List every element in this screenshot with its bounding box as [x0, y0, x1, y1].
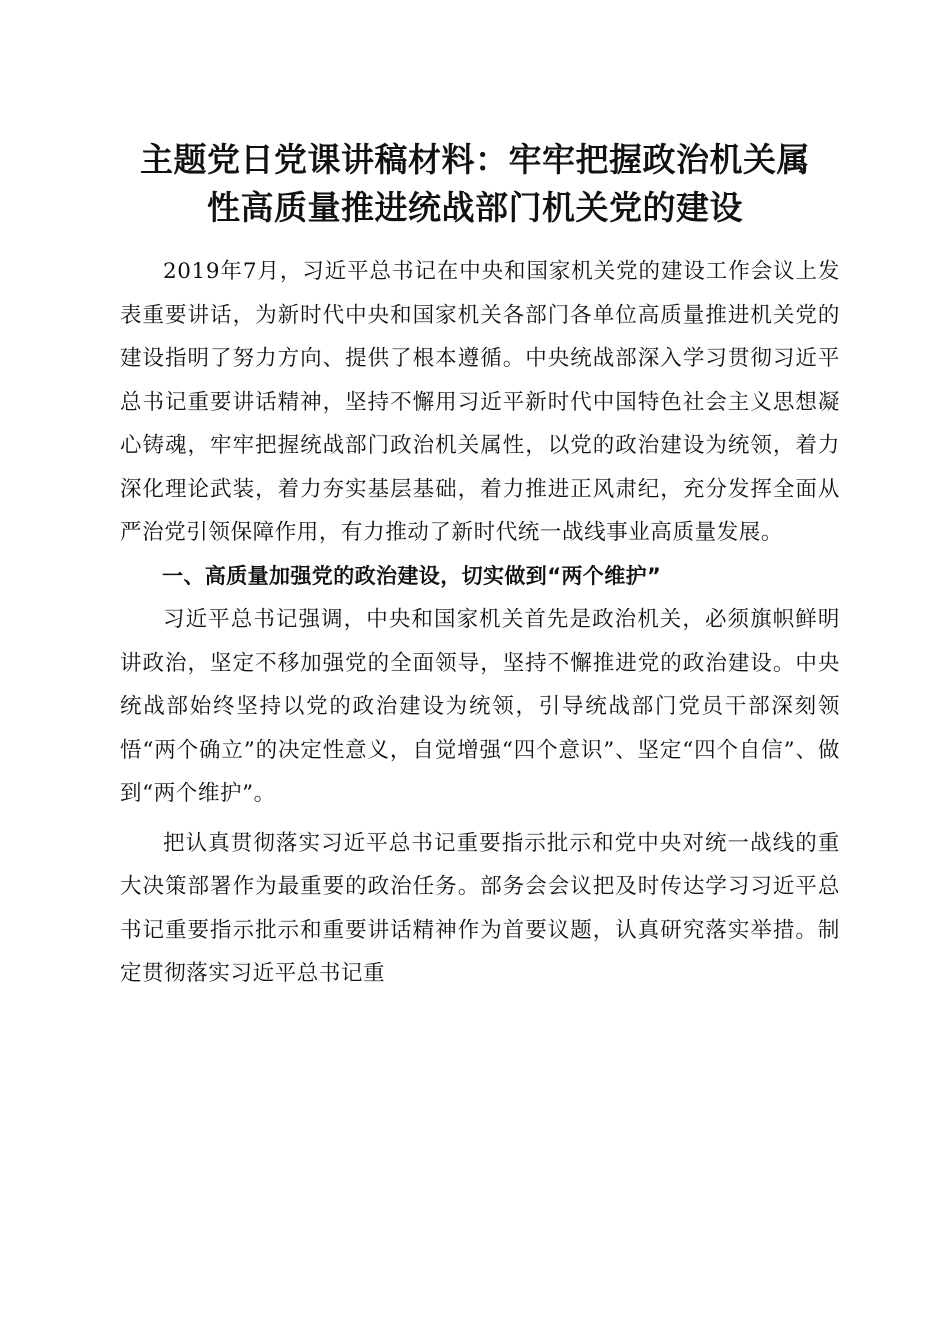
- document-body: [120, 250, 840, 996]
- intro-paragraph: 2019年7月，习近平总书记在中央和国家机关党的建设工作会议上发表重要讲话，为新时代中央和国家机关各部门各单位高质量推进机关党的建设指明了努力方向、提供了根本遵循。中央统战部深入学习贯彻习近平总书记重要讲话精神，坚持不懈用习近平新时代中国特色社会主义思想凝心铸魂，牢牢把握统战部门政治机关属性，以党的政治建设为统领，着力深化理论武装，着力夯实基层基础，着力推进正风肃纪，充分发挥全面从严治党引领保障作用，有力推动了新时代统一战线事业高质量发展。: [120, 259, 840, 545]
- title-line-1: 主题党日党课讲稿材料：牢牢把握政治机关属: [140, 140, 810, 179]
- document-title: [60, 136, 890, 232]
- section-1-heading: 一、高质量加强党的政治建设，切实做到“两个维护”: [162, 563, 662, 588]
- section-1-paragraph-1: 习近平总书记强调，中央和国家机关首先是政治机关，必须旗帜鲜明讲政治，坚定不移加强党的全面领导，坚持不懈推进党的政治建设。中央统战部始终坚持以党的政治建设为统领，引导统战部门党员干部深刻领悟“两个确立”的决定性意义，自觉增强“四个意识”、坚定“四个自信”、做到“两个维护”。: [120, 607, 840, 806]
- title-line-2: 性高质量推进统战部门机关党的建设: [207, 188, 743, 227]
- section-1-paragraph-2: 把认真贯彻落实习近平总书记重要指示批示和党中央对统一战线的重大决策部署作为最重要的政治任务。部务会会议把及时传达学习习近平总书记重要指示批示和重要讲话精神作为首要议题，认真研究落实举措。制定贯彻落实习近平总书记重: [120, 830, 840, 986]
